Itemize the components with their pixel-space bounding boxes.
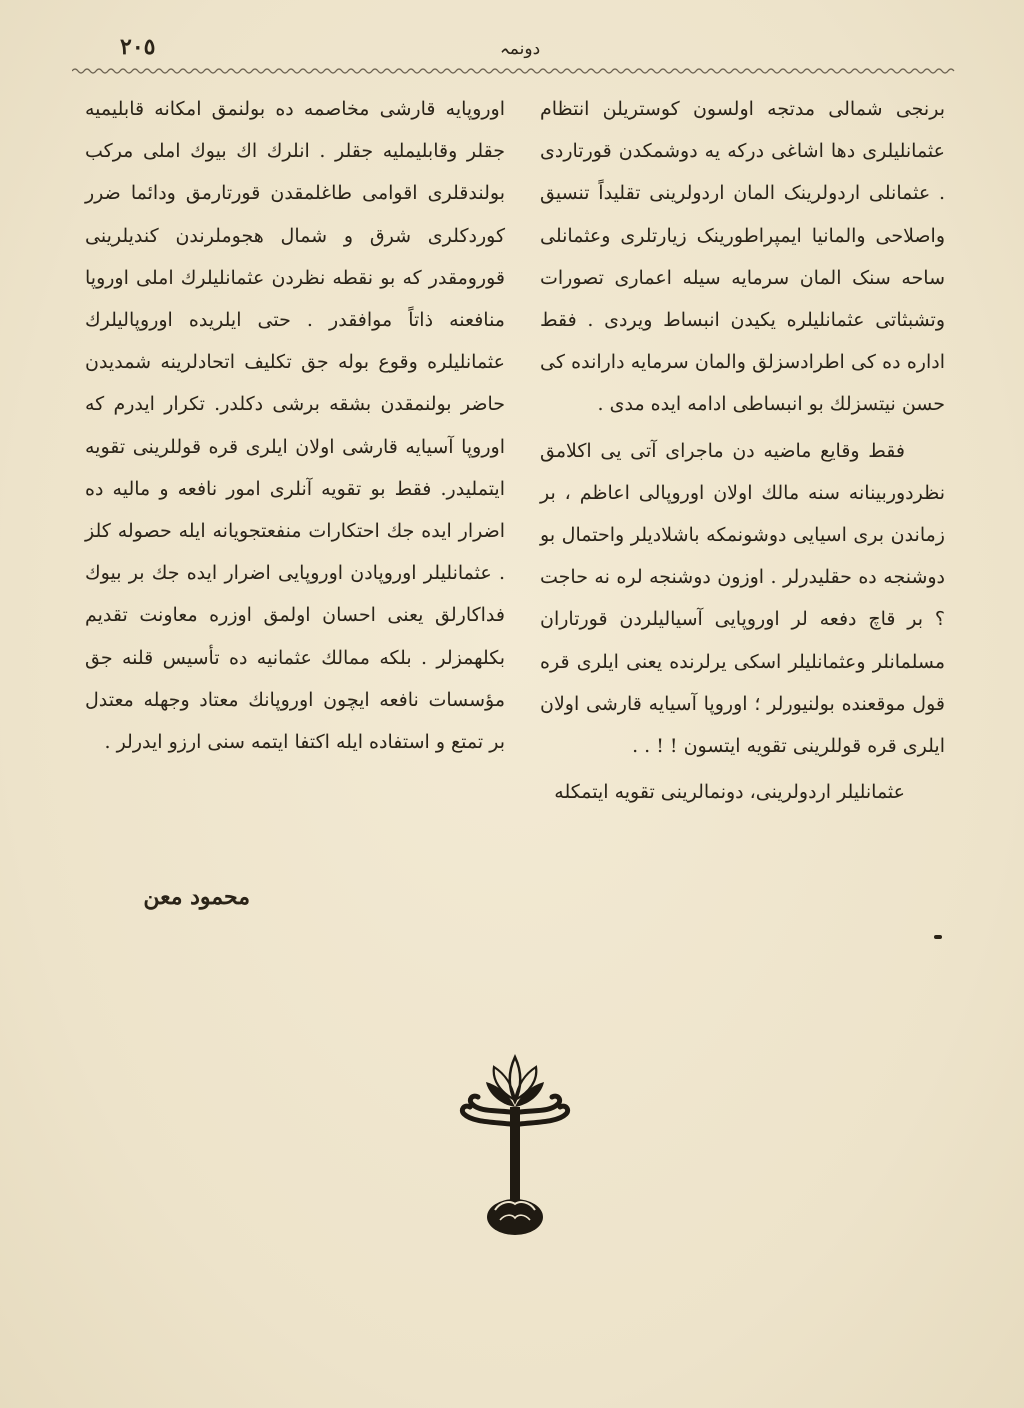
left-column — [85, 88, 505, 763]
paragraph: عثمانلیلر اردولرینی، دونمالرینی تقویه ایتمکله — [554, 781, 905, 804]
right-column — [540, 88, 945, 813]
wavy-rule-divider — [72, 64, 957, 78]
author-signature: محمود معن — [143, 884, 250, 910]
running-title: دونمہ — [499, 39, 541, 59]
tulip-vignette-icon — [450, 1052, 580, 1242]
ink-speck — [934, 935, 942, 939]
paragraph: اوروپایه قارشی مخاصمه ده بولنمق امکانه قابلیمیه جقلر وقابلیملیه جقلر . انلرك اك بیوك املی مرکب بولندقلری اقوامی طاغلمقدن قورتارمق ودائما ضرر کوردکلری شرق و شمال هجوملرندن کندیلرینی قورومقدر که بو نقطه نظردن عثمانلیلرك املی اوروپا منافعنه ذاتاً موافقدر . حتی ایلریده اوروپالیلرك عثمانلیلره وقوع بوله جق تکلیف اتحادلرینه شمدیدن حاضر بولنمقدن بشقه برشی دکلدر. تکرار ایدرم که اوروپا آسیایه قارشی اولان ایلری قره قوللرینی تقویه ایتملیدر. فقط بو تقویه آنلری امور نافعه و مالیه ده اضرار ایده جك احتکارات منفعتجویانه ایله حصوله کلز . عثمانلیلر اوروپادن اوروپایی اضرار ایده جك بر بیوك فداکارلق یعنی احسان اولمق اوزره معاونت تقدیم بکلهمزلر . بلکه ممالك عثمانیه ده تأسیس قلنه جق مؤسسات نافعه ایچون اوروپانك معتاد وجهله معتدل بر تمتع و استفاده ایله اکتفا ایتمه سنی ارزو ایدرلر . — [85, 98, 505, 754]
paragraph: فقط وقایع ماضیه دن ماجرای آتی یی اکلامق نظردوربینانه سنه مالك اولان اوروپالی اعاظم ، بر زماندن بری اسیایی دوشونمکه باشلادیلر واحتمال بو دوشنجه ده حقلیدرلر . اوزون دوشنجه لره نه حاجت ؟ بر قاچ دفعه لر اوروپایی آسیالیلردن قورتاران مسلمانلر وعثمانلیلر اسکی یرلرنده یعنی ایلری قره قول موقعنده بولنیورلر ؛ اوروپا آسیایه قارشی اولان ایلری قره قوللرینی تقویه ایتسون ! ! . . — [540, 439, 945, 758]
page-number: ٢٠٥ — [120, 34, 156, 60]
paragraph: برنجی شمالی مدتجه اولسون کوستریلن انتظام عثمانلیلری دها اشاغی درکه یه دوشمکدن قورتاردی . عثمانلی اردولرینک المان اردولرینی تقلیداً تنسیق واصلاحی والمانیا ایمپراطورینک زیارتلری وعثمانلی ساحه سنک المان سرمایه سیله اعماری تصورات وتشبثاتی عثمانلیلره یکیدن انبساط ویردی . فقط اداره ده کی اطرادسزلق والمان سرمایه دارانده کی حسن نیتسزلك بو انبساطی ادامه ایده مدی . — [540, 98, 945, 416]
